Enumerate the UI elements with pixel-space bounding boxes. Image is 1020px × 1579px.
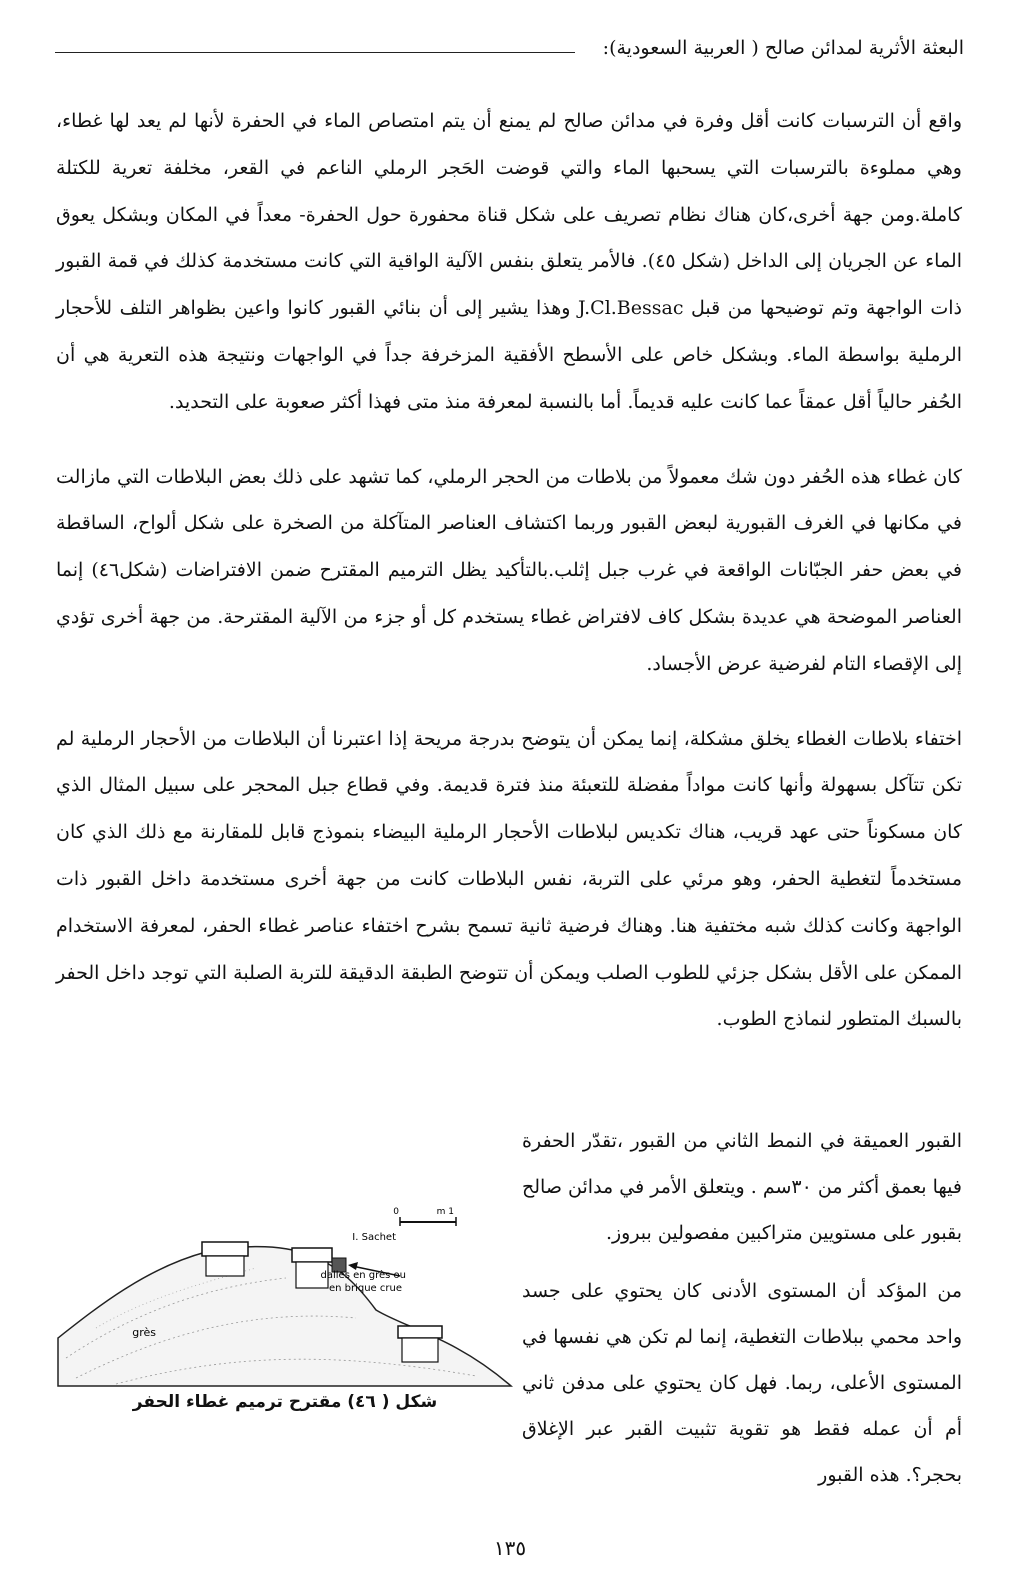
arrow-head: [348, 1262, 358, 1270]
slabs-label-line2: en brique crue: [328, 1283, 402, 1294]
scale-zero-label: 0: [393, 1207, 399, 1217]
tomb-pit: [402, 1338, 438, 1362]
slabs-label-line1: dalles en grès ou: [320, 1270, 406, 1281]
page-number: ١٣٥: [493, 1536, 527, 1560]
header-rule: [55, 52, 575, 53]
paragraph-4: القبور العميقة في النمط الثاني من القبور ،تقدّر الحفرة فيها بعمق أكثر من ٣٠سم . ويتعلق الأمر في مدائن صالح بقبور على مستويين متراكبين مفصولين ببروز.: [522, 1130, 962, 1244]
paragraph-3: اختفاء بلاطات الغطاء يخلق مشكلة، إنما يمكن أن يتوضح بدرجة مريحة إذا اعتبرنا أن البلاطات من الأحجار الرملية لم تكن تتآكل بسهولة وأنها كانت مواداً مفضلة للتعبئة منذ فترة قديمة. وفي قطاع جبل المحجر على سبيل المثال الذي كان مسكوناً حتى عهد قريب، هناك تكديس لبلاطات الأحجار الرملية البيضاء بنموذج قابل للمقارنة مع ذلك الذي كان مستخدماً لتغطية الحفر، وهو مرئي على التربة، نفس البلاطات كانت من جهة أخرى مستخدمة داخل القبور ذات الواجهة وكانت كذلك شبه مختفية هنا. وهناك فرضية ثانية تسمح بشرح اختفاء عناصر غطاء الحفر، لمعرفة الاستخدام الممكن على الأقل بشكل جزئي للطوب الصلب ويمكن أن تتوضح الطبقة الدقيقة للتربة الصلبة التي توجد داخل الحفر بالسبك المتطور لنماذج الطوب.: [56, 727, 962, 1031]
figure-caption: شكل ( ٤٦) مقترح ترميم غطاء الحفر: [132, 1392, 438, 1412]
tomb-slab: [292, 1248, 332, 1262]
tomb-pit: [206, 1256, 244, 1276]
scale-one-label: 1 m: [436, 1207, 454, 1217]
running-header: [55, 30, 964, 66]
rock-label: grès: [132, 1326, 156, 1339]
body-text: [56, 98, 962, 1071]
header-title: البعثة الأثرية لمدائن صالح ( العربية السعودية):: [602, 37, 964, 59]
tomb-slab: [398, 1326, 442, 1338]
lower-text-column: [522, 1118, 962, 1510]
paragraph-1: واقع أن الترسبات كانت أقل وفرة في مدائن صالح لم يمنع أن يتم امتصاص الماء في الحفرة لأنها لم يعد لها غطاء، وهي مملوءة بالترسبات التي يسحبها الماء والتي قوضت الحَجر الرملي الناعم في القعر، مخلفة تعرية للكتلة كاملة.ومن جهة أخرى،كان هناك نظام تصريف على شكل قناة محفورة حول الحفرة- معداً في المكان وبشكل يعوق الماء عن الجريان إلى الداخل (شكل ٤٥). فالأمر يتعلق بنفس الآلية الواقية التي كانت مستخدمة كذلك في قمة القبور ذات الواجهة وتم توضيحها من قبل J.Cl.Bessac وهذا يشير إلى أن بنائي القبور كانوا واعين بظواهر التلف للأحجار الرملية بواسطة الماء. وبشكل خاص على الأسطح الأفقية المزخرفة جداً في الواجهات ونتيجة هذه التعرية هي أن الحُفر حالياً أقل عمقاً عما كانت عليه قديماً. أما بالنسبة لمعرفة منذ متى فهذا أكثر صعوبة على التحديد.: [56, 110, 962, 413]
paragraph-5: من المؤكد أن المستوى الأدنى كان يحتوي على جسد واحد محمي ببلاطات التغطية، إنما لم تكن هي نفسها في المستوى الأعلى، ربما. فهل كان يحتوي على مدفن ثاني أم أن عمله فقط هو تقوية تثبيت القبر عبر الإغلاق بحجر؟. هذه القبور: [522, 1280, 962, 1486]
tomb-reconstruction-drawing: [56, 1198, 516, 1398]
figure-46: [56, 1198, 516, 1498]
paragraph-2: كان غطاء هذه الحُفر دون شك معمولاً من بلاطات من الحجر الرملي، كما تشهد على ذلك بعض البلاطات التي مازالت في مكانها في الغرف القبورية لبعض القبور وربما اكتشاف العناصر المتآكلة من الصخرة على شكل ألواح، الساقطة في بعض حفر الجبّانات الواقعة في غرب جبل إثلب.بالتأكيد يظل الترميم المقترح ضمن الافتراضات (شكل٤٦) إنما العناصر الموضحة هي عديدة بشكل كاف لافتراض غطاء يستخدم كل أو جزء من الآلية المقترحة. من جهة أخرى تؤدي إلى الإقصاء التام لفرضية عرض الأجساد.: [56, 465, 962, 675]
tomb-slab: [202, 1242, 248, 1256]
rock-mound: [58, 1247, 511, 1386]
author-label: I. Sachet: [352, 1232, 396, 1243]
